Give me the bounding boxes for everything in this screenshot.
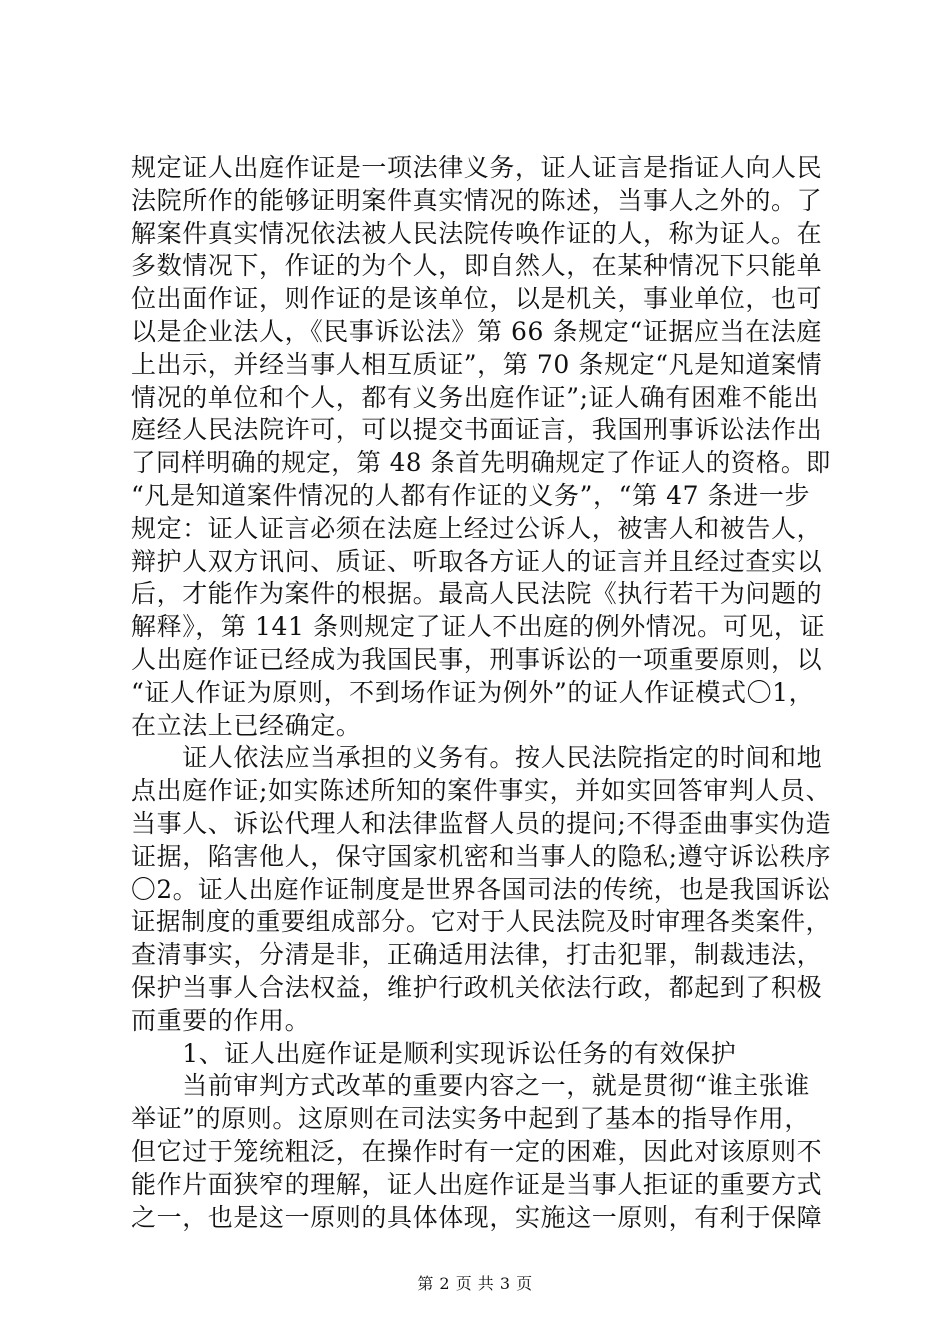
- text-line: 〇2。证人出庭作证制度是世界各国司法的传统，也是我国诉讼: [131, 874, 831, 904]
- text-line: 多数情况下，作证的为个人，即自然人，在某种情况下只能单: [131, 251, 823, 281]
- text-line: 1、证人出庭作证是顺利实现诉讼任务的有效保护: [131, 1038, 737, 1068]
- page-footer: 第 2 页 共 3 页: [417, 1274, 533, 1293]
- text-line: 证据制度的重要组成部分。它对于人民法院及时审理各类案件，: [131, 907, 831, 937]
- text-line: 了同样明确的规定，第 48 条首先明确规定了作证人的资格。即: [131, 448, 831, 478]
- text-line: 庭经人民法院许可，可以提交书面证言，我国刑事诉讼法作出: [131, 415, 823, 445]
- text-line: 当事人、诉讼代理人和法律监督人员的提问;不得歪曲事实伪造: [131, 808, 832, 838]
- text-line: 能作片面狭窄的理解，证人出庭作证是当事人拒证的重要方式: [131, 1169, 823, 1199]
- text-line: 规定证人出庭作证是一项法律义务，证人证言是指证人向人民: [131, 153, 823, 182]
- text-line: “证人作证为原则，不到场作证为例外”的证人作证模式〇1，: [131, 677, 815, 707]
- text-line: 解释》，第 141 条则规定了证人不出庭的例外情况。可见，证: [131, 612, 826, 642]
- text-line: 位出面作证，则作证的是该单位，以是机关，事业单位，也可: [131, 284, 823, 314]
- text-line: 保护当事人合法权益，维护行政机关依法行政，都起到了积极: [131, 972, 823, 1002]
- text-line: 查清事实，分清是非，正确适用法律，打击犯罪，制裁违法，: [131, 940, 823, 970]
- text-line: 在立法上已经确定。: [131, 710, 362, 740]
- body-text: [131, 152, 831, 1234]
- text-line: 证据，陷害他人，保守国家机密和当事人的隐私;遵守诉讼秩序: [131, 841, 832, 871]
- text-line: 证人依法应当承担的义务有。按人民法院指定的时间和地: [131, 743, 823, 773]
- text-line: 上出示，并经当事人相互质证”，第 70 条规定“凡是知道案情: [131, 349, 823, 379]
- text-line: 人出庭作证已经成为我国民事，刑事诉讼的一项重要原则，以: [131, 644, 823, 674]
- text-line: 规定：证人证言必须在法庭上经过公诉人，被害人和被告人，: [131, 513, 823, 543]
- text-line: 但它过于笼统粗泛，在操作时有一定的困难，因此对该原则不: [131, 1136, 823, 1166]
- text-line: 法院所作的能够证明案件真实情况的陈述，当事人之外的。了: [131, 185, 823, 215]
- text-line: “凡是知道案件情况的人都有作证的义务”，“第 47 条进一步: [131, 480, 811, 510]
- text-line: 后，才能作为案件的根据。最高人民法院《执行若干为问题的: [131, 579, 823, 609]
- text-line: 当前审判方式改革的重要内容之一，就是贯彻“谁主张谁: [131, 1071, 810, 1101]
- text-line: 解案件真实情况依法被人民法院传唤作证的人，称为证人。在: [131, 218, 823, 248]
- text-line: 点出庭作证;如实陈述所知的案件事实，并如实回答审判人员、: [131, 776, 832, 806]
- text-line: 而重要的作用。: [131, 1005, 311, 1035]
- text-line: 辩护人双方讯问、质证、听取各方证人的证言并且经过查实以: [131, 546, 823, 576]
- text-line: 以是企业法人，《民事诉讼法》第 66 条规定“证据应当在法庭: [131, 316, 822, 346]
- text-line: 之一，也是这一原则的具体体现，实施这一原则，有利于保障: [131, 1202, 823, 1232]
- text-line: 情况的单位和个人，都有义务出庭作证”;证人确有困难不能出: [131, 382, 820, 412]
- text-line: 举证”的原则。这原则在司法实务中起到了基本的指导作用，: [131, 1104, 810, 1134]
